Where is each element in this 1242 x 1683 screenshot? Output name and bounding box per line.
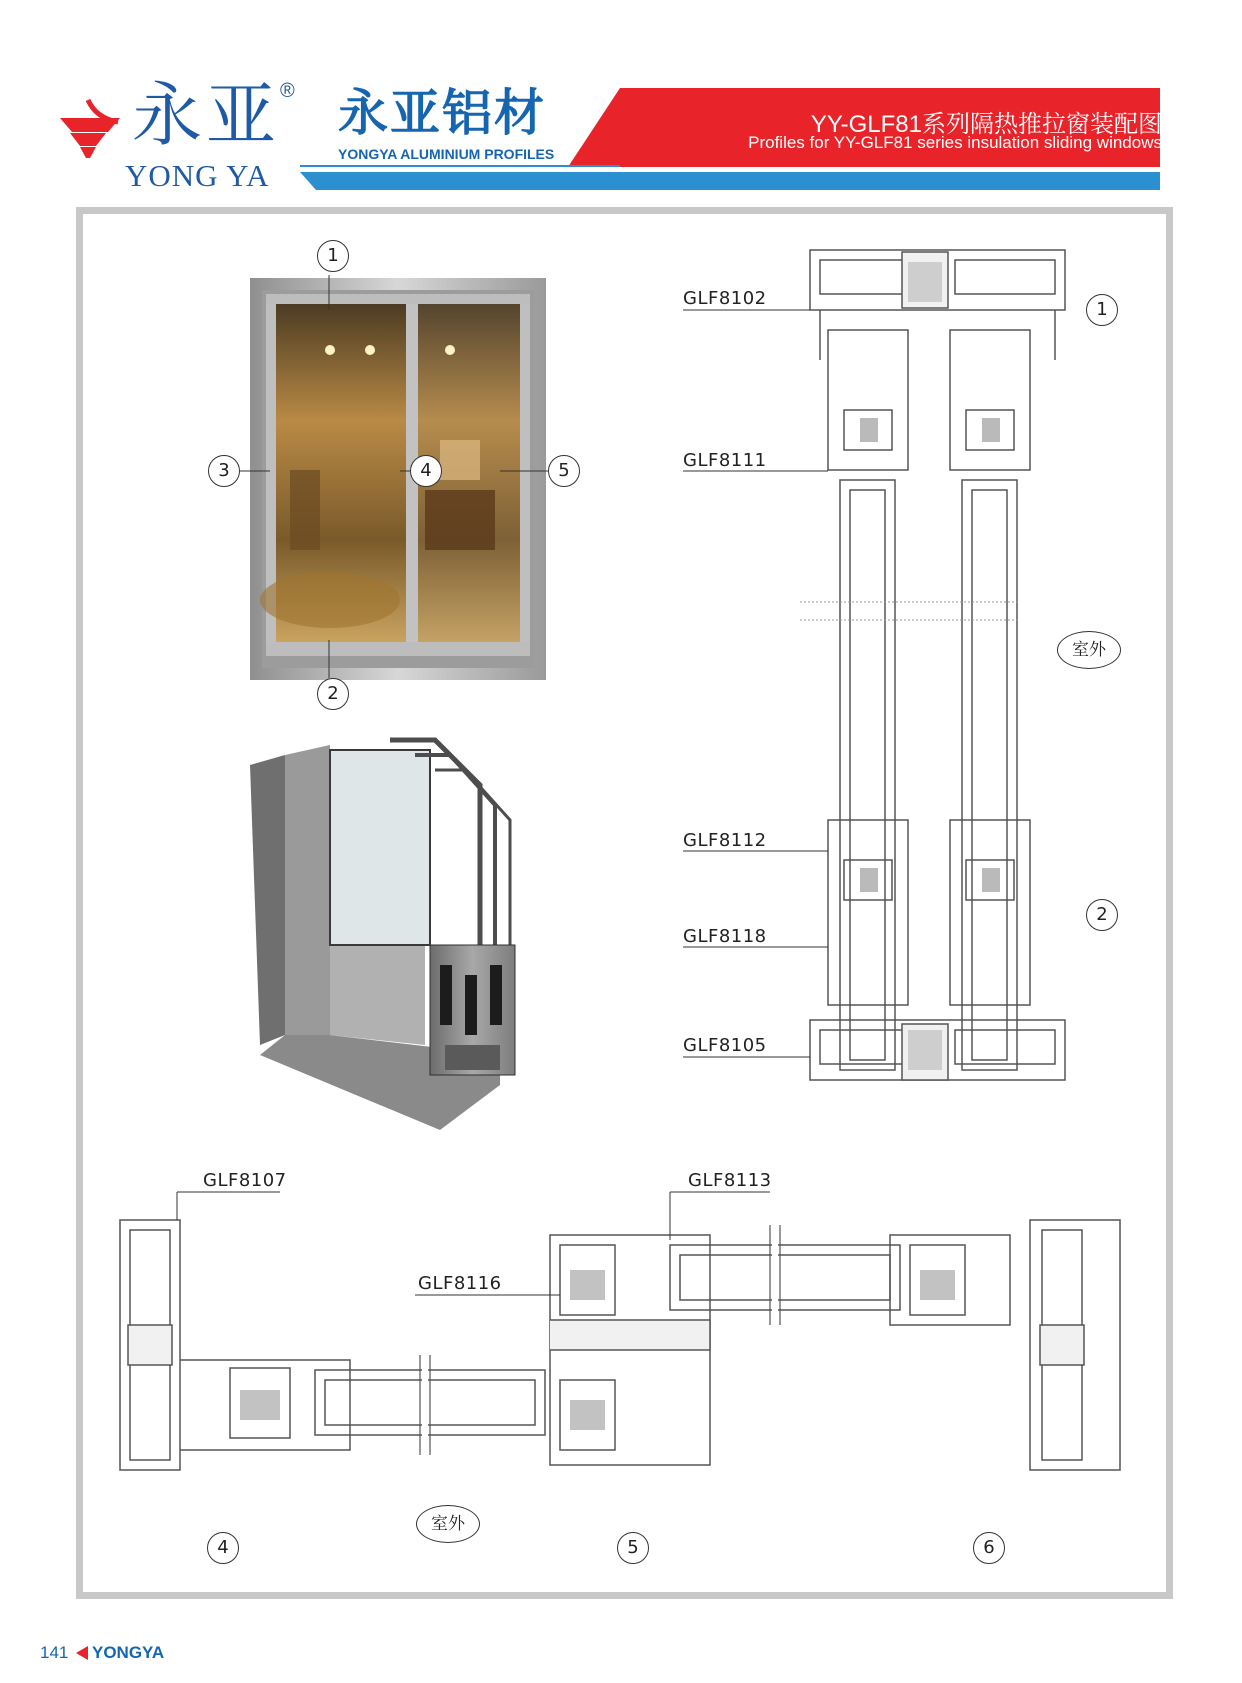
outside-label-horizontal: 室外	[416, 1505, 480, 1543]
photo-callout-4: 4	[410, 455, 442, 487]
label-glf8118: GLF8118	[683, 926, 767, 947]
vertical-marker-2: 2	[1086, 899, 1118, 931]
label-glf8113: GLF8113	[688, 1170, 772, 1191]
doc-title-cn: YY-GLF81系列隔热推拉窗装配图	[810, 111, 1162, 138]
footer-brand: YONGYA	[92, 1643, 165, 1662]
page-number: 141	[40, 1643, 69, 1662]
vertical-marker-1: 1	[1086, 294, 1118, 326]
photo-callout-1: 1	[317, 240, 349, 272]
label-glf8102: GLF8102	[683, 288, 767, 309]
label-glf8105: GLF8105	[683, 1035, 767, 1056]
photo-callout-2: 2	[317, 678, 349, 710]
registered-mark: ®	[280, 80, 295, 102]
horizontal-marker-4: 4	[207, 1532, 239, 1564]
label-glf8112: GLF8112	[683, 830, 767, 851]
label-glf8107: GLF8107	[203, 1170, 287, 1191]
photo-callout-3: 3	[208, 455, 240, 487]
doc-title-en: Profiles for YY-GLF81 series insulation sliding windows	[748, 133, 1162, 152]
logo-cn-text: 永亚	[132, 74, 280, 156]
horizontal-marker-6: 6	[973, 1532, 1005, 1564]
label-glf8116: GLF8116	[418, 1273, 502, 1294]
company-cn-title: 永亚铝材	[338, 84, 546, 142]
horizontal-marker-5: 5	[617, 1532, 649, 1564]
logo-en-text: YONG YA	[125, 158, 270, 193]
footer-arrow-icon	[76, 1646, 88, 1660]
horizontal-leaders	[0, 1150, 1242, 1350]
company-en-title: YONGYA ALUMINIUM PROFILES	[338, 146, 555, 162]
label-glf8111: GLF8111	[683, 450, 767, 471]
photo-callout-5: 5	[548, 455, 580, 487]
outside-label-vertical: 室外	[1057, 631, 1121, 669]
